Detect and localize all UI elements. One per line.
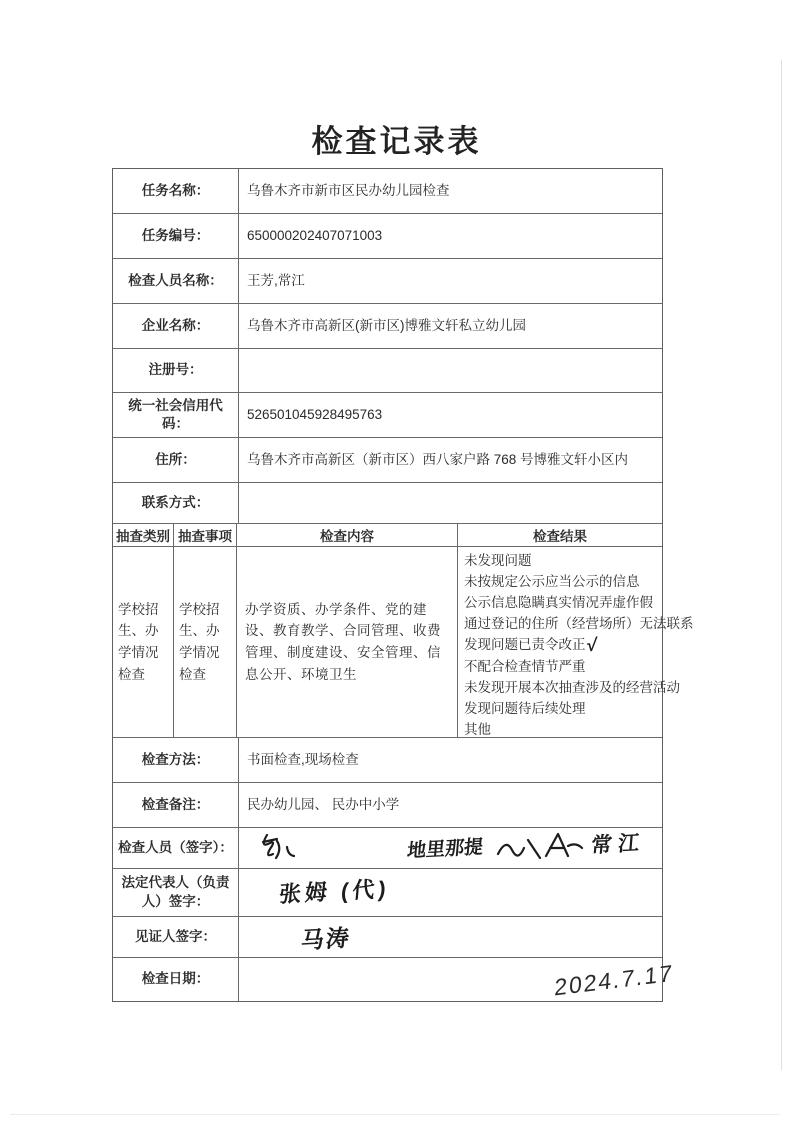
result-option: 不配合检查情节严重 [464, 659, 586, 674]
registration-number-value [239, 349, 662, 392]
spot-check-body-row [113, 547, 694, 738]
task-number-value: 650000202407071003 [247, 227, 383, 243]
signature-inspector-mid: 地里那提 [406, 836, 484, 863]
handwritten-date: 2024.7.17 [553, 959, 675, 1001]
table-row [113, 169, 662, 214]
witness-signature-row [113, 917, 662, 958]
table-row [113, 438, 662, 483]
header-content: 检查内容 [237, 524, 458, 546]
legal-rep-signature-row [113, 869, 662, 917]
result-option-text: 发现问题已责令改正 [464, 637, 586, 652]
spot-check-content: 办学资质、办学条件、党的建设、教育教学、合同管理、收费管理、制度建设、安全管理、信息公开、环境卫生 [237, 547, 458, 737]
table-row [113, 738, 662, 783]
spot-check-results [458, 547, 700, 737]
table-row [113, 214, 662, 259]
registration-number-label: 注册号： [113, 349, 239, 392]
checkmark-icon: √ [585, 634, 598, 656]
spot-check-item: 学校招生、办学情况检查 [174, 547, 237, 737]
spot-check-header-row [113, 524, 662, 547]
task-number-label: 任务编号： [113, 214, 239, 258]
inspector-names-label: 检查人员名称： [113, 259, 239, 303]
signature-legal-rep: 张姆 (代) [278, 876, 391, 907]
witness-signature-area [239, 917, 662, 957]
table-row [113, 349, 662, 393]
spot-check-category: 学校招生、办学情况检查 [113, 547, 174, 737]
signature-flourish [494, 830, 586, 872]
signature-scribble [255, 832, 303, 872]
signature-inspector-right: 常江 [590, 831, 646, 858]
contact-label: 联系方式： [113, 483, 239, 523]
task-name-value: 乌鲁木齐市新市区民办幼儿园检查 [247, 182, 450, 198]
inspector-signature-row [113, 828, 662, 869]
table-row [113, 259, 662, 304]
page-edge-shadow [781, 60, 782, 1070]
inspection-date-row [113, 958, 675, 1001]
signature-witness: 马涛 [299, 924, 353, 954]
result-option: 发现问题待后续处理 [464, 701, 586, 716]
inspector-names-value: 王芳,常江 [247, 272, 305, 288]
company-name-label: 企业名称： [113, 304, 239, 348]
address-label: 住所： [113, 438, 239, 482]
table-row [113, 304, 662, 349]
credit-code-label: 统一社会信用代码： [113, 393, 239, 437]
address-value: 乌鲁木齐市高新区（新市区）西八家户路 768 号博雅文轩小区内 [247, 451, 629, 467]
result-option: 公示信息隐瞒真实情况弄虚作假 [464, 595, 653, 610]
inspection-table [112, 168, 694, 1002]
method-label: 检查方法： [113, 738, 239, 782]
legal-rep-signature-area [239, 869, 662, 916]
header-result: 检查结果 [533, 529, 587, 544]
result-option: 未按规定公示应当公示的信息 [464, 574, 640, 589]
contact-value [239, 483, 662, 523]
witness-signature-label: 见证人签字： [113, 917, 239, 957]
page-edge-shadow [10, 1114, 780, 1115]
header-category: 抽查类别 [113, 524, 174, 546]
credit-code-value: 526501045928495763 [247, 406, 383, 422]
inspection-date-label: 检查日期： [113, 958, 239, 1001]
legal-rep-signature-label: 法定代表人（负责人）签字： [113, 869, 239, 916]
remark-value: 民办幼儿园、 民办中小学 [247, 796, 400, 812]
table-row [113, 393, 662, 438]
inspection-date-area [239, 958, 675, 1001]
inspector-signature-area [239, 828, 662, 868]
result-option: 通过登记的住所（经营场所）无法联系 [464, 616, 694, 631]
task-name-label: 任务名称： [113, 169, 239, 213]
remark-label: 检查备注： [113, 783, 239, 827]
inspector-signature-label: 检查人员（签字）： [113, 828, 239, 868]
table-row [113, 783, 662, 828]
result-option-checked [464, 634, 694, 656]
page-title: 检查记录表 [311, 124, 482, 159]
company-name-value: 乌鲁木齐市高新区(新市区)博雅文轩私立幼儿园 [247, 317, 526, 333]
result-option: 未发现开展本次抽查涉及的经营活动 [464, 680, 680, 695]
method-value: 书面检查,现场检查 [247, 751, 359, 767]
result-option: 未发现问题 [464, 553, 532, 568]
result-option: 其他 [464, 722, 491, 737]
table-row [113, 483, 662, 524]
header-item: 抽查事项 [174, 524, 237, 546]
